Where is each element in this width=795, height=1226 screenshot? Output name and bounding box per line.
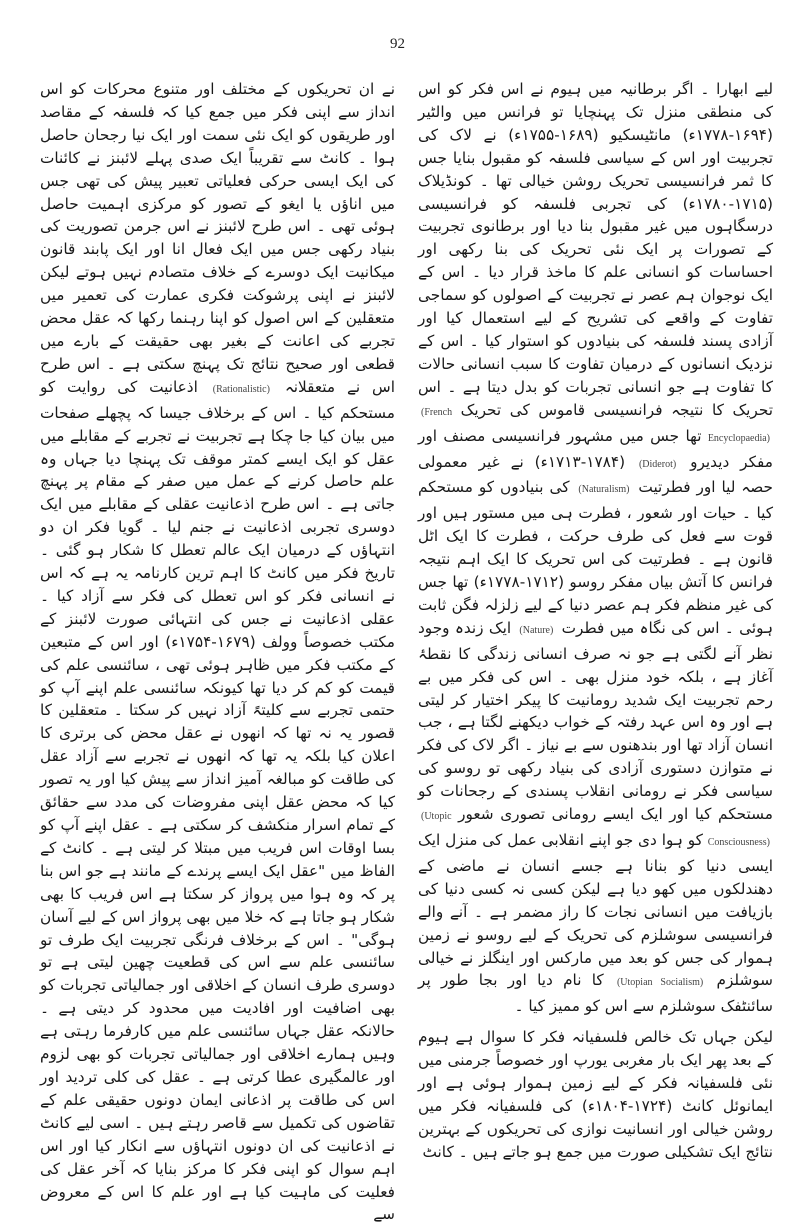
latin-term: (Utopian Socialism) [616, 977, 704, 989]
left-column [40, 78, 395, 1224]
paragraph: لیکن جہاں تک خالص فلسفیانہ فکر کا سوال ہے ہیوم کے بعد پھر ایک بار مغربی یورپ اور خصوصاً جرمنی میں نئی فلسفیانہ فکر کے لیے زمین ہموار ہوئی ہے اور ایمانوئل کانٹ (۱۷۲۴-۱۸۰۴ء) کی فلسفیانہ فکر میں روشن خیالی اور انسانیت نوازی کی تحریکوں کے بہترین نتائج ایک تشکیلی صورت میں جمع ہو جاتے ہیں ۔ کانٹ [418, 1028, 773, 1161]
latin-term: (Nature) [519, 624, 554, 636]
page-number: 92 [390, 36, 405, 52]
paragraph: نے ان تحریکوں کے مختلف اور متنوع محرکات کو اس انداز سے اپنی فکر میں جمع کیا کہ فلسفہ کے مقاصد اور طریقوں کو ایک نئی سمت اور ایک نیا رجحان حاصل ہوا ۔ کانٹ سے تقریباً ایک صدی پہلے لائبنز نے کائنات کی ایک ایسی حرکی فعلیاتی تعبیر پیش کی تھی جس میں اناؤں یا ایغو کے تصور کو مرکزی اہمیت حاصل ہوئی تھی ۔ اس طرح لائبنز نے اس جرمن تصوریت کی بنیاد رکھی جس میں ایک فعال انا اور ایک پابند قانون میکانیت ایک دوسرے کے خلاف متصادم نہیں ہوتے لیکن لائبنز نے اپنی پرشوکت فکری عمارت کی تعمیر میں متعقلین کے اس اصول کو اپنا رہنما رکھا کہ عقل محض تجربے کی اعانت کے بغیر بھی حقیقت کے بارے میں قطعی اور صحیح نتائج تک پہنچ سکتی ہے ۔ اس طرح اس نے متعقلانہ (Rationalistic) اذعانیت کی روایت کو مستحکم کیا ۔ اس کے برخلاف جیسا کہ پچھلے صفحات میں بیان کیا جا چکا ہے تجربیت نے تجربے کے مقابلے میں عقل کو ایک ایسے کمتر موقف تک پہنچا دیا جہاں وہ علم حاصل کرنے کے عمل میں صفر کے مقام پر پہنچ جاتی ہے ۔ اس طرح اذعانیت عقلی کے مقابلے میں ایک دوسری تجربی اذعانیت نے جنم لیا ۔ گویا فکر ان دو انتہاؤں کے درمیان ایک عالم تعطل کا شکار ہو گئی ۔ تاریخ فکر میں کانٹ کا اہم ترین کارنامہ یہ ہے کہ اس نے انسانی فکر کو اس تعطل کی فکر سے آزاد کیا ۔ عقلی اذعانیت نے جس کی انتہائی صورت لائبنز کے مکتب خصوصاً وولف (۱۶۷۹-۱۷۵۴ء) اور اس کے متبعین کے مکتب فکر میں ظاہر ہوئی تھی ، سائنسی علم کی قیمت کو کم کر دیا تھا کیونکہ سائنسی علم اپنے آپ کو حتمی تجربے سے کلیتہً آزاد نہیں کر سکتا ۔ متعقلین کا قصور یہ نہ تھا کہ انھوں نے عقل محض کی برتری کا اعلان کیا بلکہ یہ تھا کہ انھوں نے تجربے سے آزاد عقل کی طاقت کو مبالغہ آمیز انداز سے پیش کیا اور یہ تصور کیا کہ محض عقل اپنی مفروضات کی مدد سے حقائق کے تمام اسرار منکشف کر سکتی ہے ۔ عقل اپنے آپ کو بسا اوقات اس فریب میں مبتلا کر لیتی ہے ۔ کانٹ کے الفاظ میں "عقل ایک ایسے پرندے کے مانند ہے جو اس بنا پر کہ وہ ہوا میں پرواز کر سکتا ہے اس فریب کا بھی شکار ہو جاتا ہے کہ خلا میں بھی پرواز اس کے لیے آسان ہوگی" ۔ اس کے برخلاف فرنگی تجربیت ایک طرف تو سائنسی علم سے اس کی قطعیت چھین لیتی ہے تو دوسری طرف انسان کے اخلاقی اور جمالیاتی تجربات کو بھی اضافیت اور افادیت میں محدود کر دیتی ہے ۔ حالانکہ عقل جہاں سائنسی علم میں کارفرما رہتی ہے وہیں ہمارے اخلاقی اور جمالیاتی تجربات کو بھی لزوم اور عالمگیری عطا کرتی ہے ۔ عقل کی کلی تردید اور اس کی طاقت پر اذعانی ایمان دونوں حقیقی علم کے تقاضوں کی تکمیل سے قاصر رہتے ہیں ۔ اسی لیے کانٹ نے اذعانیت کی ان دونوں انتہاؤں سے انکار کیا اور اس اہم سوال کو اپنی فکر کا مرکز بنایا کہ آخر عقل کی فعلیت کی ماہیت کیا ہے اور علم کا اس کے معروض سے [40, 80, 395, 1224]
latin-term: (French Encyclopaedia) [421, 406, 770, 444]
latin-term: (Utopic Consciousness) [421, 811, 770, 848]
latin-term: (Naturalism) [578, 484, 630, 496]
right-column [418, 78, 773, 1161]
paragraph: لیے ابھارا ۔ اگر برطانیہ میں ہیوم نے اس فکر کو اس کی منطقی منزل تک پہنچایا تو فرانس میں والٹیر (۱۶۹۴-۱۷۷۸ء) مانٹیسکیو (۱۶۸۹-۱۷۵۵ء) نے لاک کی تجربیت اور اس کے سیاسی فلسفہ کو مقبول بنایا جس کا ثمر فرانسیسی تحریک روشن خیالی تھا ۔ کونڈیلاک (۱۷۱۵-۱۷۸۰ء) کی تجربی فلسفہ کو فرانسیسی درسگاہوں میں غیر مقبول بنا دیا اور برطانوی تجربیت کے تصورات پر ایک نئی تحریک کی بنا رکھی اور احساسات کو انسانی علم کا ماخذ قرار دیا ۔ اس کے ایک نوجوان ہم عصر نے تجربیت کے اصولوں کو سماجی تفاوت کے واقعے کی تشریح کے لیے استعمال کیا اور آزادی پسند فلسفہ کی بنیادوں کو استوار کیا ۔ اس کے نزدیک انسانوں کے درمیان تفاوت کا سبب انسانی حالات کا تفاوت ہے جو انسانی تجربات کو بدل دیتا ہے ۔ اس تحریک کا نتیجہ فرانسیسی قاموس کی تحریک (French Encyclopaedia) تھا جس میں مشہور فرانسیسی مصنف اور مفکر دیدیرو (Diderot) (۱۷۱۳-۱۷۸۴ء) نے غیر معمولی حصہ لیا اور فطرتیت (Naturalism) کی بنیادوں کو مستحکم کیا ۔ حیات اور شعور ، فطرت ہی میں مستور ہیں اور قوت سے فعل کی طرف حرکت ، فطرت کا ایک اٹل قانون ہے ۔ فطرتیت کی اس تحریک کا ایک اہم نتیجہ فرانس کا آتش بیاں مفکر روسو (۱۷۱۲-۱۷۷۸ء) تھا جس کی غیر منظم فکر ہم عصر دنیا کے لیے زلزلہ فگن ثابت ہوئی ۔ اس کی نگاہ میں فطرت (Nature) ایک زندہ وجود نظر آنے لگتی ہے جو نہ صرف انسانی زندگی کا نقطۂ آغاز ہے ، بلکہ خود منزل بھی ۔ اس کی فکر میں بے رحم تجربیت ایک شدید رومانیت کا پیکر اختیار کر لیتی ہے اور وہ اس عہد رفتہ کے خواب دیکھنے لگتا ہے ، جب انسان آزاد تھا اور بندھنوں سے بے نیاز ۔ اگر لاک کی فکر نے متوازن دستوری آزادی کی بنیاد رکھی تو روسو کی سیاسی فکر نے رومانی انقلاب پسندی کے رجحانات کو مستحکم کیا اور ایک ایسے رومانی تصوری شعور (Utopic Consciousness) کو ہوا دی جو اپنے انقلابی عمل کی منزل ایک ایسی دنیا کو بنانا ہے جسے انسان نے ماضی کے دھندلکوں میں کھو دیا ہے لیکن کسی نہ کسی دنیا کی بازیافت میں انسانی نجات کا راز مضمر ہے ۔ آنے والے فرانسیسی سوشلزم کی تحریک کے لیے روسو نے زمین ہموار کی جس کو بعد میں مارکس اور اینگلز نے خیالی سوشلزم (Utopian Socialism) کا نام دیا اور بجا طور پر سائنٹفک سوشلزم سے اس کو ممیز کیا ۔ [418, 80, 773, 1016]
latin-term: (Diderot) [638, 458, 677, 470]
latin-term: (Rationalistic) [212, 383, 270, 395]
